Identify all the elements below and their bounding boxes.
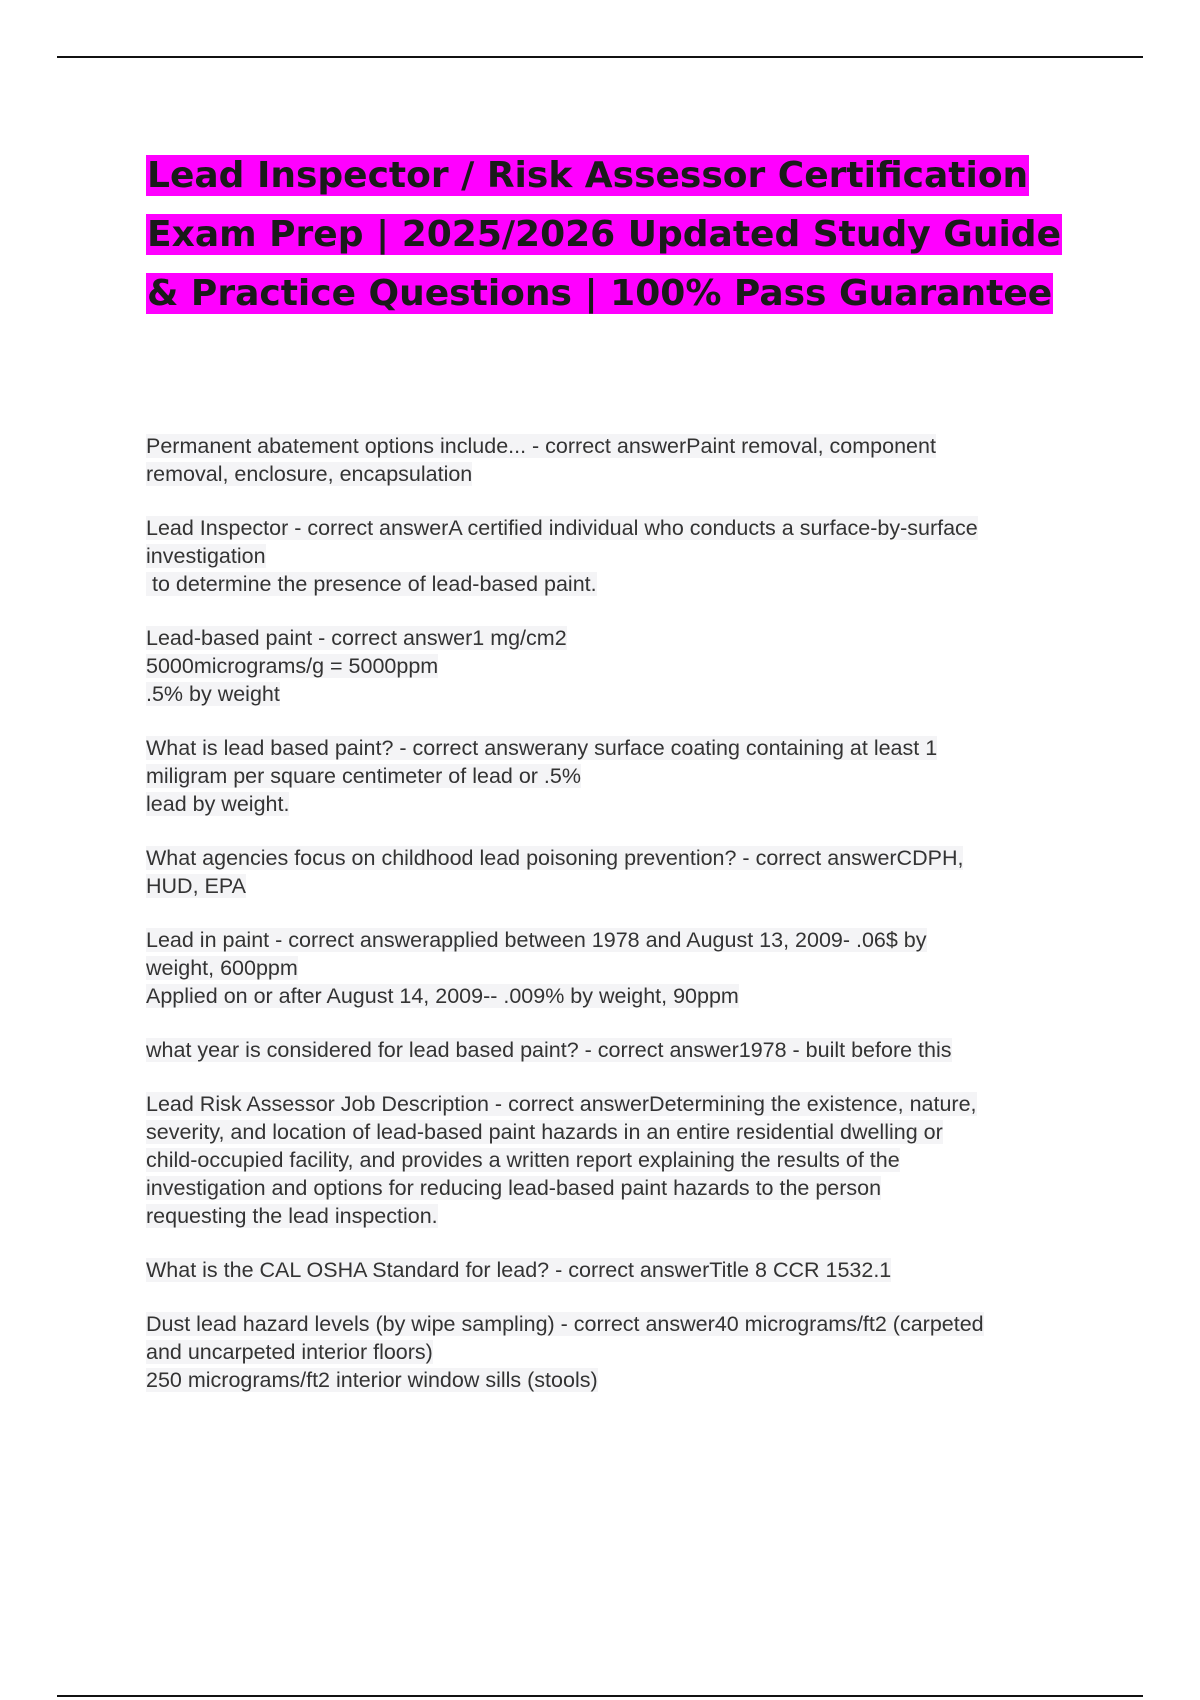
qa-line-text: what year is considered for lead based paint? - correct answer1978 - built before this [146, 1038, 952, 1062]
qa-line [146, 460, 1106, 488]
qa-line [146, 1090, 1106, 1118]
qa-line [146, 872, 1106, 900]
title-line: Lead Inspector / Risk Assessor Certification [147, 155, 1029, 196]
qa-item [146, 1310, 1106, 1394]
qa-line [146, 1118, 1106, 1146]
qa-line-text: Lead in paint - correct answerapplied between 1978 and August 13, 2009- .06$ by [146, 928, 927, 952]
qa-item [146, 514, 1106, 598]
qa-line [146, 680, 1106, 708]
header-rule [57, 56, 1143, 58]
qa-line [146, 1338, 1106, 1366]
qa-line-text: investigation and options for reducing lead-based paint hazards to the person [146, 1176, 882, 1200]
qa-item [146, 624, 1106, 708]
qa-line-text: child-occupied facility, and provides a written report explaining the results of the [146, 1148, 900, 1172]
qa-line [146, 570, 1106, 598]
qa-line [146, 926, 1106, 954]
title-line: & Practice Questions | 100% Pass Guarantee [147, 273, 1053, 314]
qa-line [146, 432, 1106, 460]
qa-line-text: Dust lead hazard levels (by wipe sampling) - correct answer40 micrograms/ft2 (carpeted [146, 1312, 984, 1336]
qa-line [146, 1202, 1106, 1230]
qa-line [146, 844, 1106, 872]
footer-rule [57, 1695, 1143, 1697]
qa-line [146, 1310, 1106, 1338]
qa-line [146, 762, 1106, 790]
qa-line [146, 1146, 1106, 1174]
qa-line-text: requesting the lead inspection. [146, 1204, 438, 1228]
qa-line-text: What agencies focus on childhood lead poisoning prevention? - correct answerCDPH, [146, 846, 964, 870]
qa-line [146, 652, 1106, 680]
qa-line [146, 1366, 1106, 1394]
qa-line [146, 982, 1106, 1010]
qa-line [146, 1256, 1106, 1284]
qa-line [146, 790, 1106, 818]
qa-line-text: severity, and location of lead-based paint hazards in an entire residential dwelling or [146, 1120, 943, 1144]
qa-line-text: 250 micrograms/ft2 interior window sills (stools) [146, 1368, 598, 1392]
qa-list [146, 432, 1106, 1420]
qa-line-text: Permanent abatement options include... - correct answerPaint removal, component [146, 434, 936, 458]
qa-line-text: weight, 600ppm [146, 956, 298, 980]
qa-line-text: Lead-based paint - correct answer1 mg/cm2 [146, 626, 567, 650]
title-line: Exam Prep | 2025/2026 Updated Study Guide [147, 214, 1061, 255]
qa-line-text: removal, enclosure, encapsulation [146, 462, 473, 486]
qa-item [146, 926, 1106, 1010]
document-title [146, 146, 1106, 323]
qa-line-text: Applied on or after August 14, 2009-- .009% by weight, 90ppm [146, 984, 739, 1008]
qa-line [146, 954, 1106, 982]
qa-item [146, 1036, 1106, 1064]
qa-line-text: to determine the presence of lead-based paint. [146, 572, 597, 596]
qa-line-text: HUD, EPA [146, 874, 246, 898]
qa-line-text: Lead Risk Assessor Job Description - correct answerDetermining the existence, nature, [146, 1092, 977, 1116]
qa-line-text: Lead Inspector - correct answerA certified individual who conducts a surface-by-surface [146, 516, 978, 540]
qa-line [146, 514, 1106, 542]
qa-item [146, 844, 1106, 900]
qa-item [146, 432, 1106, 488]
qa-line-text: lead by weight. [146, 792, 290, 816]
qa-line [146, 734, 1106, 762]
qa-line [146, 1174, 1106, 1202]
qa-line-text: and uncarpeted interior floors) [146, 1340, 433, 1364]
qa-line [146, 624, 1106, 652]
qa-line-text: .5% by weight [146, 682, 280, 706]
qa-line [146, 1036, 1106, 1064]
qa-line [146, 542, 1106, 570]
qa-line-text: 5000micrograms/g = 5000ppm [146, 654, 439, 678]
qa-item [146, 734, 1106, 818]
qa-item [146, 1256, 1106, 1284]
qa-line-text: What is lead based paint? - correct answerany surface coating containing at least 1 [146, 736, 938, 760]
qa-line-text: miligram per square centimeter of lead or .5% [146, 764, 581, 788]
qa-item [146, 1090, 1106, 1230]
qa-line-text: investigation [146, 544, 266, 568]
qa-line-text: What is the CAL OSHA Standard for lead? - correct answerTitle 8 CCR 1532.1 [146, 1258, 892, 1282]
